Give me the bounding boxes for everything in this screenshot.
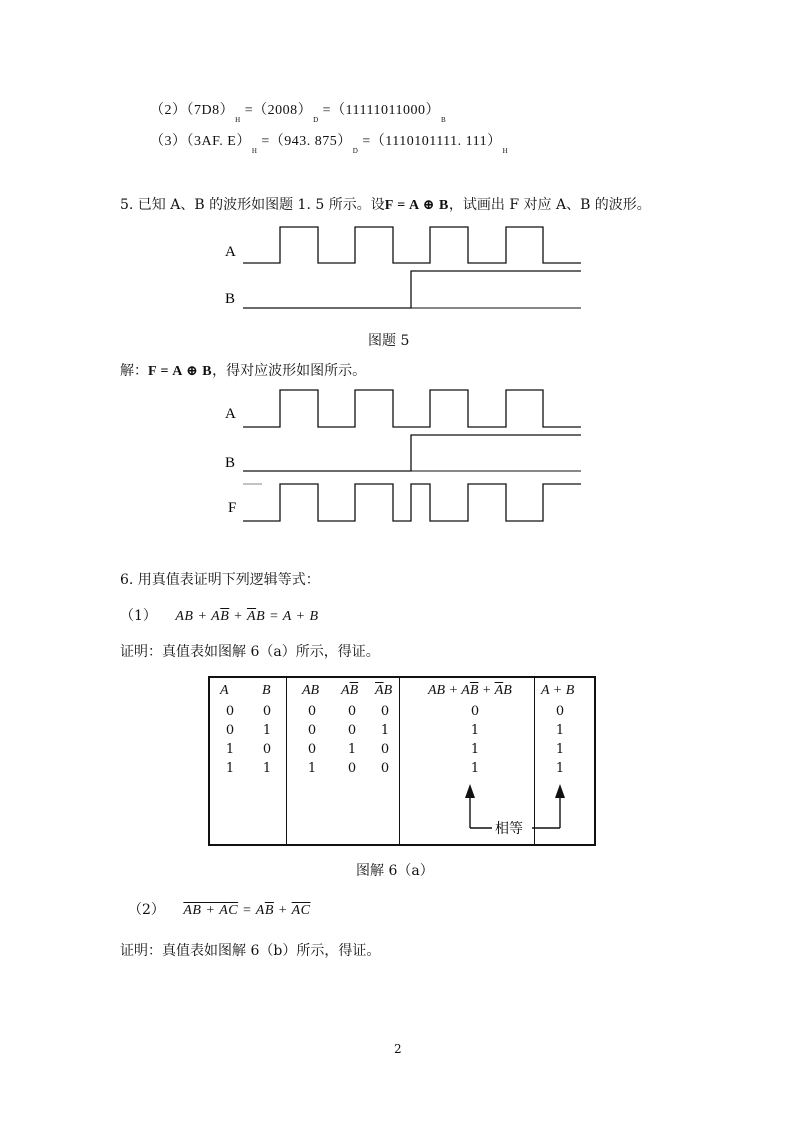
figure-caption-6a: 图解 6（a）: [356, 863, 434, 879]
truth-table-cell: 0: [380, 742, 390, 757]
truth-table-cell: 0: [347, 761, 357, 776]
truth-table-cell: 0: [555, 704, 565, 719]
problem6-proof2: 证明：真值表如图解 6（b）所示，得证。: [120, 943, 381, 959]
truth-table-cell: 0: [380, 704, 390, 719]
header-a-bbar: $A\overline{B}$: [341, 683, 359, 698]
conv3-dec-sub: D: [352, 147, 359, 155]
problem6-item2: [128, 901, 311, 920]
truth-table-cell: 0: [262, 742, 272, 757]
problem6-item2-expression: AB + AC = $A\overline{B} + \overline{A}\overline{C}$: [183, 903, 311, 918]
conv2-bin: （11111011000）: [331, 103, 440, 118]
truth-table-cell: 1: [470, 723, 480, 738]
conv2-hex: （7D8）: [186, 103, 235, 118]
problem5-text-a: 5. 已知 A、B 的波形如图题 1. 5 所示。设: [120, 197, 385, 213]
solution5-statement: [120, 362, 366, 381]
conv2-bin-sub: B: [440, 116, 447, 124]
problem6-item1-expression: AB + $A\overline{B} + \overline{A}B = A + B$: [175, 609, 319, 624]
wave2-label-b: B: [225, 455, 236, 471]
conv3-index: （3）: [150, 134, 187, 149]
truth-table-cell: 0: [307, 723, 317, 738]
problem6-title: 6. 用真值表证明下列逻辑等式：: [120, 572, 320, 588]
conv2-hex-sub: H: [235, 116, 241, 124]
equal-arrows: [210, 678, 596, 846]
truth-table-cell: 0: [307, 704, 317, 719]
problem6-item2-index: （2）: [128, 902, 165, 918]
conv3-bin-sub: H: [502, 147, 509, 155]
truth-table-cell: 1: [555, 723, 565, 738]
wave2-signal-a: [243, 390, 581, 427]
wave1-label-a: A: [225, 244, 236, 260]
truth-table-cell: 1: [262, 761, 272, 776]
truth-table-cell: 0: [347, 723, 357, 738]
wave2-signal-b: [243, 435, 581, 471]
conv2-dec-sub: D: [313, 116, 319, 124]
truth-table-cell: 1: [225, 761, 235, 776]
header-a: A: [220, 683, 229, 698]
truth-table-cell: 0: [347, 704, 357, 719]
conv2-eq1: =: [244, 103, 254, 118]
wave2-signal-f: [243, 484, 581, 521]
header-abar-b: $\overline{A}B$: [375, 683, 393, 698]
conv2-dec: （2008）: [253, 103, 313, 118]
problem6-proof1: 证明：真值表如图解 6（a）所示，得证。: [120, 644, 380, 660]
conv3-bin: （1110101111. 111）: [370, 134, 502, 149]
truth-table-cell: 1: [380, 723, 390, 738]
wave2-label-f: F: [228, 500, 237, 516]
truth-table-cell: 1: [470, 761, 480, 776]
truth-table-cell: 0: [380, 761, 390, 776]
truth-table-cell: 1: [555, 761, 565, 776]
waveform-figure-solution: [0, 380, 794, 550]
equal-label: 相等: [495, 822, 523, 837]
truth-table-cell: 1: [347, 742, 357, 757]
problem5-text-b: ，试画出 F 对应 A、B 的波形。: [448, 197, 651, 213]
truth-table-cell: 0: [225, 704, 235, 719]
arrow-right-head: [555, 784, 565, 798]
conv3-dec: （943. 875）: [269, 134, 352, 149]
conv2-eq2: =: [322, 103, 332, 118]
conv3-hex-sub: H: [251, 147, 258, 155]
header-b: B: [262, 683, 271, 698]
solution5-prefix: 解：: [120, 363, 148, 379]
truth-table-cell: 0: [307, 742, 317, 757]
page-number: 2: [394, 1042, 402, 1056]
waveform-figure-problem: [0, 0, 794, 330]
problem6-item1: [120, 607, 319, 626]
truth-table-cell: 0: [262, 704, 272, 719]
solution5-text: ，得对应波形如图所示。: [212, 363, 367, 379]
conv3-eq1: =: [261, 134, 270, 149]
truth-table-cell: 1: [225, 742, 235, 757]
wave1-signal-b: [243, 271, 581, 308]
truth-table-6a: [208, 676, 596, 846]
truth-table-cell: 1: [470, 742, 480, 757]
wave1-signal-a: [243, 227, 581, 263]
header-ab: AB: [302, 683, 320, 698]
conv3-eq2: =: [362, 134, 371, 149]
conv2-index: （2）: [150, 103, 187, 118]
wave2-label-a: A: [225, 406, 236, 422]
header-a-plus-b: A + B: [541, 683, 575, 698]
problem5-formula: F = A ⊕ B: [384, 198, 449, 213]
conv3-hex: （3AF. E）: [186, 134, 251, 149]
truth-table-cell: 1: [555, 742, 565, 757]
truth-table-cell: 1: [307, 761, 317, 776]
solution5-formula: F = A ⊕ B: [148, 364, 213, 379]
problem6-item1-index: （1）: [120, 608, 157, 624]
truth-table-cell: 0: [470, 704, 480, 719]
truth-table-cell: 0: [225, 723, 235, 738]
header-sum: AB + $A\overline{B} + \overline{A}B$: [428, 683, 512, 698]
figure-caption-5: 图题 5: [368, 333, 410, 349]
arrow-left-head: [465, 784, 475, 798]
truth-table-cell: 1: [262, 723, 272, 738]
wave1-label-b: B: [225, 291, 236, 307]
